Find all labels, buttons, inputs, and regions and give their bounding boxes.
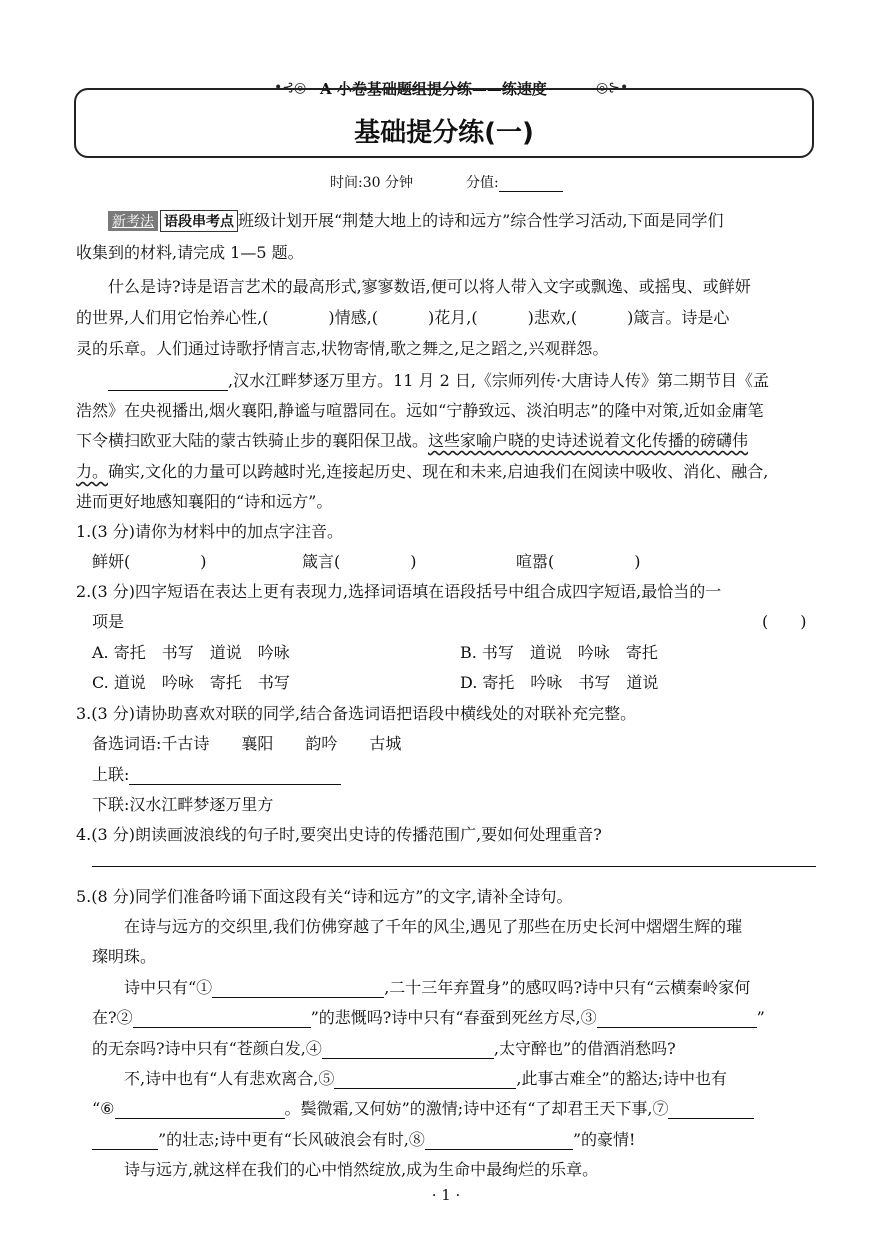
page-title: 基础提分练(一) [354, 118, 534, 148]
q5-text-line: 的无奈吗?诗中只有“苍颜白发,④ ,太守醉也”的借酒消愁吗? [92, 1039, 676, 1058]
q4-answer-line[interactable] [92, 866, 816, 867]
q5-text-line: 在诗与远方的交织里,我们仿佛穿越了千年的风尘,遇见了那些在历史长河中熠熠生辉的璀 [124, 917, 743, 936]
wavy-sentence: 这些家喻户晓的史诗述说着文化传播的磅礴伟 [428, 431, 749, 450]
passage-line: 力。确实,文化的力量可以跨越时光,连接起历史、现在和未来,启迪我们在阅读中吸收、消化、融合, [76, 462, 769, 481]
passage-line: 下令横扫欧亚大陆的蒙古铁骑止步的襄阳保卫战。这些家喻户晓的史诗述说着文化传播的磅礴伟 [76, 431, 749, 450]
passage-line: 浩然》在央视播出,烟火襄阳,静谧与喧嚣同在。远如“宁静致远、淡泊明志”的隆中对策,近如金庸笔 [76, 401, 764, 420]
question-5-stem: 5.(8 分)同学们准备吟诵下面这段有关“诗和远方”的文字,请补全诗句。 [76, 887, 573, 906]
q5-text-line: 在?② ”的悲慨吗?诗中只有“春蚕到死丝方尽,③ ” [92, 1008, 765, 1027]
q3-word-options: 备选词语:千古诗 襄阳 韵吟 古城 [92, 734, 402, 753]
blank-1[interactable] [212, 981, 384, 998]
series-label: A 小卷基础题组提分练——练速度 [320, 80, 547, 98]
passage-line: 进而更好地感知襄阳的“诗和远方”。 [76, 492, 333, 511]
q5-text-line: 诗与远方,就这样在我们的心中悄然绽放,成为生命中最绚烂的乐章。 [124, 1160, 599, 1179]
question-2-stem-cont: 项是 [92, 612, 125, 631]
q2-option-c[interactable]: C. 道说 吟咏 寄托 书写 [92, 673, 290, 692]
q2-option-a[interactable]: A. 寄托 书写 道说 吟咏 [92, 643, 290, 662]
question-1-stem: 1.(3 分)请你为材料中的加点字注音。 [76, 522, 344, 541]
couplet-blank[interactable] [108, 374, 228, 391]
question-4-stem: 4.(3 分)朗读画波浪线的句子时,要突出史诗的传播范围广,要如何处理重音? [76, 825, 602, 844]
right-ornament-icon: ◎⊱• [596, 80, 629, 96]
passage-line: 的世界,人们用它怡养心性,( )情感,( )花月,( )悲欢,( )箴言。诗是心 [76, 308, 730, 327]
left-ornament-icon: •⊰◎ [274, 80, 307, 96]
q5-text-line: 不,诗中也有“人有悲欢离合,⑤ ,此事古难全”的豁达;诗中也有 [124, 1069, 728, 1088]
blank-3[interactable] [597, 1011, 757, 1028]
intro-line-2: 收集到的材料,请完成 1—5 题。 [76, 243, 304, 262]
question-2-stem: 2.(3 分)四字短语在表达上更有表现力,选择词语填在语段括号中组合成四字短语,最恰当的一 [76, 582, 722, 601]
q5-text-line: “⑥ 。鬓微霜,又何妨”的激情;诗中还有“了却君王天下事,⑦ [92, 1096, 754, 1119]
q2-option-b[interactable]: B. 书写 道说 吟咏 寄托 [460, 643, 658, 662]
blank-7-cont[interactable] [92, 1133, 158, 1150]
intro-line-1: 新考法 语段串考点 班级计划开展“荆楚大地上的诗和远方”综合性学习活动,下面是同学们 [108, 208, 723, 232]
score-blank[interactable] [499, 175, 563, 192]
passage-line: ,汉水江畔梦逐万里方。11 月 2 日,《宗师列传·大唐诗人传》第二期节目《孟 [108, 368, 769, 391]
score-label: 分值: [466, 172, 563, 192]
blank-7[interactable] [668, 1102, 754, 1119]
q5-text-line: ”的壮志;诗中更有“长风破浪会有时,⑧ ”的豪情! [92, 1127, 635, 1150]
q3-upper-couplet: 上联: [92, 762, 341, 785]
blank-4[interactable] [322, 1042, 494, 1059]
q5-text-line: 璨明珠。 [92, 947, 157, 966]
blank-8[interactable] [425, 1133, 573, 1150]
q1-item[interactable]: 喧嚣( ) [516, 552, 641, 571]
q2-option-d[interactable]: D. 寄托 吟咏 书写 道说 [460, 673, 659, 692]
q3-lower-couplet: 下联:汉水江畔梦逐万里方 [92, 795, 274, 814]
page-number: · 1 · [431, 1186, 461, 1204]
time-label: 时间:30 分钟 [330, 175, 413, 191]
passage-line: 灵的乐章。人们通过诗歌抒情言志,状物寄情,歌之舞之,足之蹈之,兴观群怨。 [76, 339, 609, 358]
q5-text-line: 诗中只有“① ,二十三年弃置身”的感叹吗?诗中只有“云横秦岭家何 [124, 978, 751, 997]
blank-5[interactable] [334, 1072, 516, 1089]
q2-answer-bracket[interactable]: ( ) [762, 612, 807, 631]
question-3-stem: 3.(3 分)请协助喜欢对联的同学,结合备选词语把语段中横线处的对联补充完整。 [76, 704, 637, 723]
new-method-badge: 新考法 [108, 211, 158, 231]
upper-couplet-blank[interactable] [129, 768, 341, 785]
q1-item[interactable]: 箴言( ) [302, 552, 417, 571]
passage-line: 什么是诗?诗是语言艺术的最高形式,寥寥数语,便可以将人带入文字或飘逸、或摇曳、或鲜妍 [108, 277, 751, 296]
topic-badge: 语段串考点 [160, 210, 238, 232]
blank-2[interactable] [133, 1011, 311, 1028]
blank-6[interactable] [115, 1102, 285, 1119]
q1-item[interactable]: 鲜妍( ) [92, 552, 207, 571]
